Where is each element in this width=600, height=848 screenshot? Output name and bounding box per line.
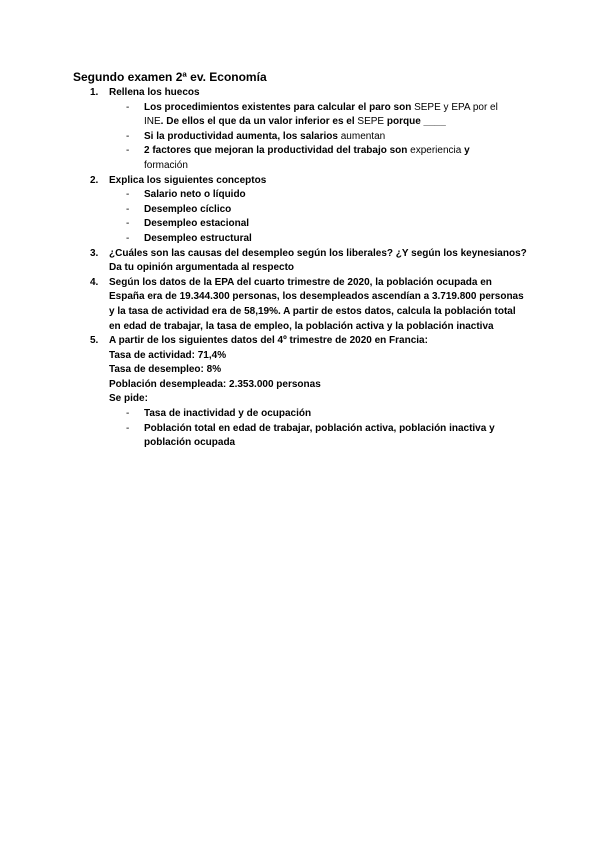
- bold-text: porque ____: [384, 116, 446, 128]
- question-number: 2.: [90, 174, 99, 186]
- data-line: Tasa de actividad: 71,4%: [109, 349, 227, 361]
- question-5: [90, 334, 530, 407]
- list-item: [126, 144, 516, 173]
- question-1: [90, 86, 530, 101]
- answer-text: experiencia: [410, 145, 462, 157]
- dash-bullet: -: [126, 232, 130, 244]
- dash-bullet: -: [126, 408, 130, 420]
- exam-title: Segundo examen 2ª ev. Economía: [73, 70, 267, 84]
- list-item: [126, 407, 530, 422]
- answer-text: aumentan: [340, 130, 386, 142]
- data-line: Tasa de desempleo: 8%: [109, 364, 222, 376]
- question-text: Explica los siguientes conceptos: [109, 174, 267, 186]
- task-text: Tasa de inactividad y de ocupación: [144, 408, 312, 420]
- question-number: 5.: [90, 335, 99, 347]
- question-list: [90, 86, 530, 451]
- list-item: [126, 217, 530, 232]
- bold-text: . De ellos el que da un valor inferior es el: [160, 116, 358, 128]
- question-text: Rellena los huecos: [109, 87, 200, 98]
- dash-bullet: -: [126, 130, 130, 142]
- list-item: [126, 101, 516, 130]
- list-item: [126, 422, 530, 451]
- question-5-items: [90, 407, 530, 451]
- data-line: Se pide:: [109, 393, 148, 405]
- question-text: Según los datos de la EPA del cuarto trimestre de 2020, la población ocupada en España era de 19.344.300 personas, los desempleados ascendían a 3.719.800 personas y la tasa de actividad era de 58,19%. A partir de estos datos, calcula la población total en edad de trabajar, la tasa de empleo, la población activa y la población inactiva: [109, 276, 524, 332]
- question-number: 3.: [90, 247, 99, 259]
- answer-text: SEPE y EPA por el INE: [144, 101, 498, 128]
- dash-bullet: -: [126, 218, 130, 230]
- answer-text: SEPE: [357, 116, 385, 128]
- list-item: [126, 130, 516, 145]
- concept-text: Salario neto o líquido: [144, 189, 246, 201]
- question-4: [90, 276, 530, 334]
- dash-bullet: -: [126, 145, 130, 157]
- bold-text: Si la productividad aumenta, los salarios: [144, 130, 341, 142]
- concept-text: Desempleo estacional: [144, 218, 250, 230]
- dash-bullet: -: [126, 422, 130, 434]
- question-1-items: [90, 101, 530, 174]
- question-number: 1.: [90, 87, 99, 98]
- answer-text: formación: [144, 159, 188, 171]
- task-text: Población total en edad de trabajar, población activa, población inactiva y población ocupada: [144, 422, 495, 449]
- question-2: [90, 174, 530, 189]
- question-2-items: [90, 188, 530, 246]
- list-item: [126, 188, 530, 203]
- question-3: [90, 247, 530, 276]
- dash-bullet: -: [126, 203, 130, 215]
- list-item: [126, 203, 530, 218]
- bold-text: y: [461, 145, 470, 157]
- concept-text: Desempleo cíclico: [144, 203, 232, 215]
- list-item: [126, 232, 530, 247]
- bold-text: Los procedimientos existentes para calcular el paro son: [144, 101, 415, 113]
- bold-text: 2 factores que mejoran la productividad del trabajo son: [144, 145, 411, 157]
- dash-bullet: -: [126, 189, 130, 201]
- question-text: A partir de los siguientes datos del 4º trimestre de 2020 en Francia:: [109, 335, 428, 347]
- concept-text: Desempleo estructural: [144, 232, 252, 244]
- question-number: 4.: [90, 276, 99, 288]
- question-text: ¿Cuáles son las causas del desempleo según los liberales? ¿Y según los keynesianos? Da tu opinión argumentada al respecto: [109, 247, 527, 274]
- dash-bullet: -: [126, 101, 130, 113]
- data-line: Población desempleada: 2.353.000 personas: [109, 378, 321, 390]
